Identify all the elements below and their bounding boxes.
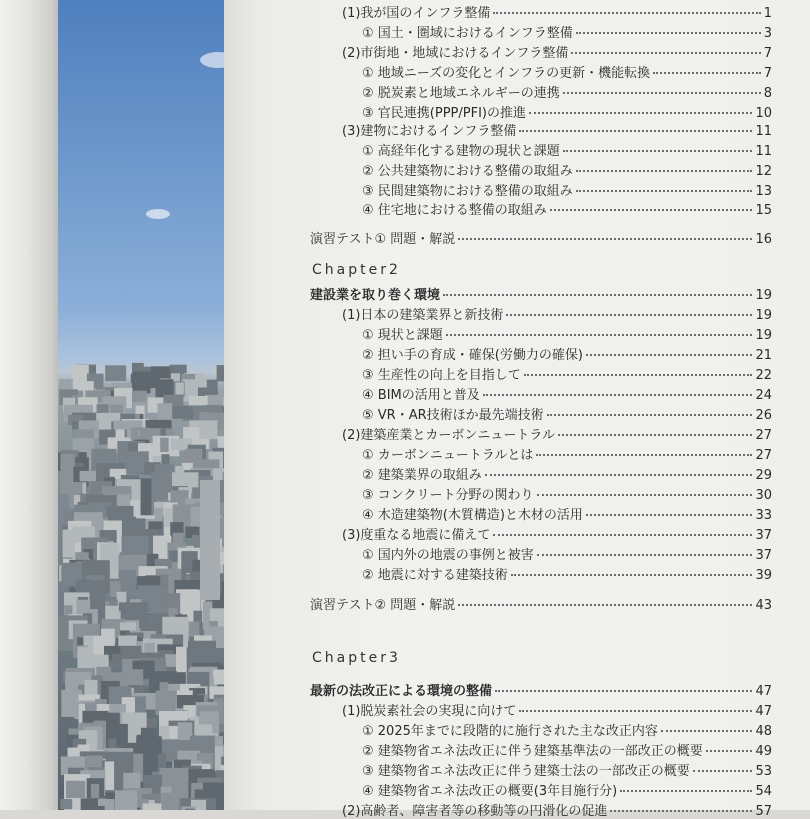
toc-entry (362, 160, 772, 179)
building-shape (151, 473, 167, 504)
leader-dots (537, 494, 753, 496)
building-shape (213, 670, 224, 685)
toc-entry-title: ③ 民間建築物における整備の取組み (362, 180, 573, 199)
toc-entry-title: ② 脱炭素と地域エネルギーの連携 (362, 82, 560, 101)
leader-dots (586, 354, 753, 356)
toc-page-number: 29 (755, 468, 772, 483)
toc-entry (362, 62, 772, 81)
toc-page-number: 13 (755, 184, 772, 199)
toc-entry-title: 建設業を取り巻く環境 (310, 284, 440, 303)
leader-dots (443, 294, 752, 296)
toc-page-number: 37 (755, 528, 772, 543)
toc-entry-title: ① 2025年までに段階的に施行された主な改正内容 (362, 720, 658, 739)
leader-dots (576, 190, 753, 192)
toc-entry (342, 2, 772, 21)
toc-page-number: 33 (755, 508, 772, 523)
toc-page-number: 8 (764, 86, 772, 101)
toc-entry-title: ① カーボンニュートラルとは (362, 444, 533, 463)
leader-dots (511, 574, 753, 576)
toc-entry-title: ① 現状と課題 (362, 324, 443, 343)
toc-entry-title: ④ 建築物省エネ法改正の概要(3年目施行分) (362, 780, 617, 799)
leader-dots (610, 810, 752, 812)
toc-entry-title: ② 公共建築物における整備の取組み (362, 160, 573, 179)
building-shape (60, 799, 72, 809)
toc-page-number: 21 (755, 348, 772, 363)
toc-entry-title: ① 国内外の地震の事例と被害 (362, 544, 534, 563)
toc-page-number: 10 (755, 106, 772, 121)
leader-dots (458, 238, 752, 240)
toc-page-number: 47 (755, 684, 772, 699)
building-shape (149, 747, 157, 770)
toc-entry-title: 演習テスト② 問題・解説 (310, 594, 455, 613)
building-shape (123, 773, 140, 790)
building-shape (160, 438, 168, 452)
toc-page-number: 15 (755, 203, 772, 218)
toc-entry (362, 444, 772, 463)
toc-entry-title: ② 地震に対する建築技術 (362, 564, 508, 583)
toc-entry (362, 464, 772, 483)
toc-entry-title: (2)市街地・地域におけるインフラ整備 (342, 42, 568, 61)
leader-dots (563, 92, 761, 94)
toc-page-number: 57 (755, 804, 772, 819)
toc-entry (362, 760, 772, 779)
leader-dots (506, 314, 752, 316)
toc-page-number: 39 (755, 568, 772, 583)
toc-entry-title: ① 地域ニーズの変化とインフラの更新・機能転換 (362, 62, 650, 81)
leader-dots (524, 374, 753, 376)
building-shape (143, 803, 162, 810)
leader-dots (693, 770, 753, 772)
building-shape (127, 669, 144, 685)
toc-entry-title: ① 高経年化する建物の現状と課題 (362, 140, 560, 159)
leader-dots (620, 790, 752, 792)
toc-page-number: 7 (764, 66, 772, 81)
toc-page-number: 11 (755, 124, 772, 139)
toc-entry (310, 680, 772, 699)
leader-dots (706, 750, 753, 752)
toc-page-number: 3 (764, 26, 772, 41)
toc-entry (362, 140, 772, 159)
toc-entry (342, 700, 772, 719)
building-shape (133, 372, 151, 394)
toc-entry-title: ① 国土・圏域におけるインフラ整備 (362, 22, 573, 41)
toc-entry-title: 演習テスト① 問題・解説 (310, 228, 455, 247)
toc-page-number: 27 (755, 448, 772, 463)
cityscape-illustration (58, 0, 224, 810)
toc-page-number: 30 (755, 488, 772, 503)
toc-entry (342, 424, 772, 443)
toc-entry (362, 564, 772, 583)
toc-page-number: 49 (755, 744, 772, 759)
toc-entry (362, 364, 772, 383)
building-shape (115, 790, 137, 810)
toc-page (224, 0, 810, 810)
toc-page-number: 19 (755, 288, 772, 303)
toc-entry (362, 384, 772, 403)
building-shape (175, 382, 184, 394)
leader-dots (558, 434, 752, 436)
leader-dots (547, 414, 753, 416)
leader-dots (661, 730, 753, 732)
toc-entry (342, 524, 772, 543)
toc-entry (342, 42, 772, 61)
toc-entry-title: ③ コンクリート分野の関わり (362, 484, 534, 503)
toc-page-number: 11 (755, 144, 772, 159)
building-shape (66, 781, 85, 798)
toc-entry (362, 102, 772, 121)
toc-page-number: 54 (755, 784, 772, 799)
toc-entry-title: ② 建築物省エネ法改正に伴う建築基準法の一部改正の概要 (362, 740, 703, 759)
leader-dots (495, 690, 752, 692)
toc-entry (362, 199, 772, 218)
toc-entry-title: ⑤ VR・AR技術ほか最先端技術 (362, 404, 544, 423)
toc-entry-title: ④ BIMの活用と普及 (362, 384, 480, 403)
toc-page-number: 12 (755, 164, 772, 179)
toc-page-number: 19 (755, 308, 772, 323)
chapter-heading: Chapter3 (312, 650, 401, 666)
toc-entry (310, 228, 772, 247)
toc-entry-title: (2)建築産業とカーボンニュートラル (342, 424, 555, 443)
leader-dots (519, 130, 752, 132)
toc-entry (362, 324, 772, 343)
toc-page-number: 16 (755, 232, 772, 247)
toc-entry (362, 82, 772, 101)
toc-entry (362, 544, 772, 563)
leader-dots (537, 554, 753, 556)
leader-dots (483, 394, 753, 396)
toc-entry (362, 22, 772, 41)
toc-entry-title: ② 建築業界の取組み (362, 464, 482, 483)
toc-entry (310, 594, 772, 613)
toc-entry-title: (3)建物におけるインフラ整備 (342, 120, 516, 139)
leader-dots (446, 334, 753, 336)
leader-dots (485, 474, 753, 476)
toc-entry-title: 最新の法改正による環境の整備 (310, 680, 492, 699)
toc-page-number: 37 (755, 548, 772, 563)
toc-entry (362, 404, 772, 423)
chapter-heading: Chapter2 (312, 262, 401, 278)
building-shape (170, 406, 193, 418)
toc-entry (362, 780, 772, 799)
building-shape (187, 622, 199, 637)
leader-dots (458, 604, 752, 606)
building-shape (105, 761, 114, 790)
toc-page-number: 43 (755, 598, 772, 613)
leader-dots (493, 534, 752, 536)
toc-entry-title: ③ 官民連携(PPP/PFI)の推進 (362, 102, 526, 121)
toc-entry-title: ③ 建築物省エネ法改正に伴う建築士法の一部改正の概要 (362, 760, 690, 779)
leader-dots (536, 454, 752, 456)
toc-entry-title: (1)我が国のインフラ整備 (342, 2, 490, 21)
leader-dots (571, 52, 760, 54)
toc-entry-title: ② 担い手の育成・確保(労働力の確保) (362, 344, 583, 363)
building-shape (112, 654, 124, 669)
leader-dots (493, 12, 760, 14)
toc-page-number: 53 (755, 764, 772, 779)
toc-page-number: 24 (755, 388, 772, 403)
leader-dots (576, 32, 761, 34)
toc-entry-title: ④ 木造建築物(木質構造)と木材の活用 (362, 504, 583, 523)
toc-entry (362, 504, 772, 523)
toc-entry-title: (3)度重なる地震に備えて (342, 524, 490, 543)
building-shape (83, 806, 105, 810)
toc-entry-title: (1)日本の建築業界と新技術 (342, 304, 503, 323)
toc-page-number: 7 (764, 46, 772, 61)
book-gutter (0, 0, 60, 810)
toc-page-number: 1 (764, 6, 772, 21)
cityscape-photo (58, 0, 224, 810)
toc-entry (310, 284, 772, 303)
toc-entry (342, 304, 772, 323)
building-shape (105, 365, 126, 381)
building-shape (217, 365, 224, 381)
leader-dots (586, 514, 753, 516)
leader-dots (563, 150, 753, 152)
toc-entry-title: ③ 生産性の向上を目指して (362, 364, 521, 383)
toc-entry (362, 720, 772, 739)
toc-entry-title: (2)高齢者、障害者等の移動等の円滑化の促進 (342, 800, 607, 819)
leader-dots (653, 72, 761, 74)
toc-entry (362, 180, 772, 199)
toc-page-number: 26 (755, 408, 772, 423)
toc-entry-title: (1)脱炭素社会の実現に向けて (342, 700, 516, 719)
leader-dots (519, 710, 752, 712)
toc-entry (342, 120, 772, 139)
toc-entry (362, 344, 772, 363)
toc-entry (362, 484, 772, 503)
leader-dots (550, 209, 753, 211)
toc-page-number: 27 (755, 428, 772, 443)
leader-dots (529, 112, 752, 114)
toc-page-number: 22 (755, 368, 772, 383)
toc-page-number: 47 (755, 704, 772, 719)
leader-dots (576, 170, 753, 172)
toc-page-number: 48 (755, 724, 772, 739)
toc-entry-title: ④ 住宅地における整備の取組み (362, 199, 547, 218)
toc-entry (362, 740, 772, 759)
tower-shape (200, 480, 220, 600)
toc-page-number: 19 (755, 328, 772, 343)
